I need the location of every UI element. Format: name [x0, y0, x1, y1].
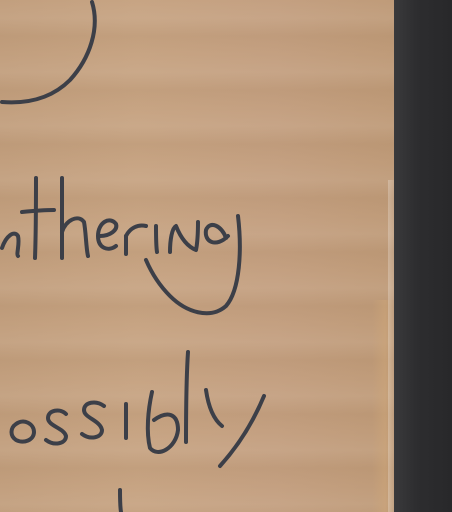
handwriting-word-ossibly [12, 352, 265, 466]
handwriting-stroke-bottom [120, 490, 121, 512]
handwriting-word-athering [2, 178, 240, 313]
handwriting-loop-top [2, 2, 95, 102]
